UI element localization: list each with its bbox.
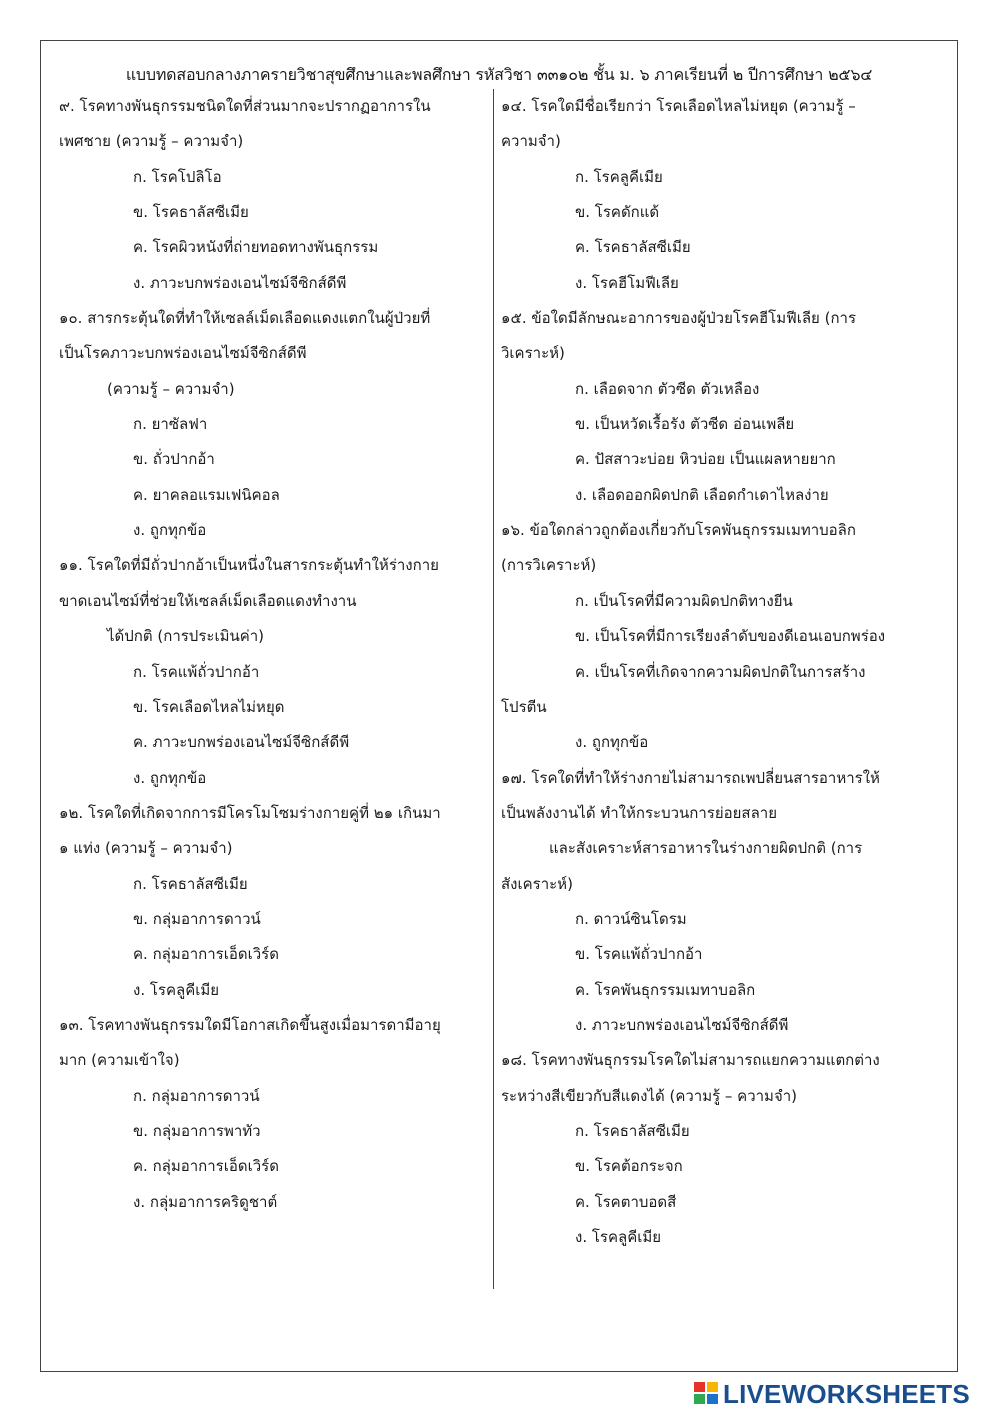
question-17-option-a[interactable]: ก. ดาวน์ซินโดรม	[575, 909, 687, 928]
question-11-text-cont: ขาดเอนไซม์ที่ช่วยให้เซลล์เม็ดเลือดแดงทำงาน	[59, 591, 357, 610]
question-13-option-c[interactable]: ค. กลุ่มอาการเอ็ดเวิร์ด	[133, 1157, 279, 1176]
question-11-option-c[interactable]: ค. ภาวะบกพร่องเอนไซม์จีซิกส์ดีพี	[133, 733, 350, 752]
left-column	[59, 89, 499, 1220]
question-17-text: ๑๗. โรคใดที่ทำให้ร่างกายไม่สามารถเพปลี่ยนสารอาหารให้	[501, 768, 880, 787]
question-11-option-d[interactable]: ง. ถูกทุกข้อ	[133, 768, 207, 787]
liveworksheets-logo-text: LIVEWORKSHEETS	[723, 1378, 970, 1409]
question-10-option-c[interactable]: ค. ยาคลอแรมเฟนิคอล	[133, 485, 280, 504]
question-9-text-cont: เพศชาย (ความรู้ – ความจำ)	[59, 132, 244, 151]
question-16-text: ๑๖. ข้อใดกล่าวถูกต้องเกี่ยวกับโรคพันธุกรรมเมทาบอลิก	[501, 521, 856, 540]
question-17-option-c[interactable]: ค. โรคพันธุกรรมเมทาบอลิก	[575, 980, 756, 999]
question-17-option-d[interactable]: ง. ภาวะบกพร่องเอนไซม์จีซิกส์ดีพี	[575, 1015, 789, 1034]
question-18-option-d[interactable]: ง. โรคลูคีเมีย	[575, 1228, 662, 1246]
question-12-option-a[interactable]: ก. โรคธาลัสซีเมีย	[133, 874, 248, 893]
question-16-option-d[interactable]: ง. ถูกทุกข้อ	[575, 733, 649, 752]
question-13-option-a[interactable]: ก. กลุ่มอาการดาวน์	[133, 1086, 260, 1105]
question-13-option-b[interactable]: ข. กลุ่มอาการพาทัว	[133, 1121, 261, 1140]
question-15-option-d[interactable]: ง. เลือดออกผิดปกติ เลือดกำเดาไหลง่าย	[575, 485, 829, 504]
question-10-text-cont: เป็นโรคภาวะบกพร่องเอนไซม์จีซิกส์ดีพี	[59, 344, 307, 363]
question-12-option-d[interactable]: ง. โรคลูคีเมีย	[133, 980, 220, 999]
question-10-text: ๑๐. สารกระตุ้นใดที่ทำให้เซลล์เม็ดเลือดแดงแตกในผู้ป่วยที่	[59, 309, 431, 328]
question-17-text-cont2: และสังเคราะห์สารอาหารในร่างกายผิดปกติ (การ	[549, 839, 863, 858]
question-12-option-c[interactable]: ค. กลุ่มอาการเอ็ดเวิร์ด	[133, 945, 279, 964]
question-12-text: ๑๒. โรคใดที่เกิดจากการมีโครโมโซมร่างกายคู่ที่ ๒๑ เกินมา	[59, 803, 441, 822]
question-11-text: ๑๑. โรคใดที่มีถั่วปากอ้าเป็นหนึ่งในสารกระตุ้นทำให้ร่างกาย	[59, 556, 439, 575]
question-15-option-a[interactable]: ก. เลือดจาก ตัวซีด ตัวเหลือง	[575, 379, 760, 398]
question-15-text-cont: วิเคราะห์)	[501, 344, 565, 363]
question-18-text-cont: ระหว่างสีเขียวกับสีแดงได้ (ความรู้ – ความจำ)	[501, 1086, 798, 1105]
question-16-option-b[interactable]: ข. เป็นโรคที่มีการเรียงลำดับของดีเอนเอบกพร่อง	[575, 627, 886, 646]
question-16-option-c-cont: โปรตีน	[501, 697, 547, 716]
question-18-option-c[interactable]: ค. โรคตาบอดสี	[575, 1192, 677, 1211]
question-10-option-d[interactable]: ง. ถูกทุกข้อ	[133, 521, 207, 540]
question-16-option-c[interactable]: ค. เป็นโรคที่เกิดจากความผิดปกติในการสร้าง	[575, 662, 866, 681]
question-9-option-b[interactable]: ข. โรคธาลัสซีเมีย	[133, 203, 249, 222]
question-12-option-b[interactable]: ข. กลุ่มอาการดาวน์	[133, 909, 261, 928]
question-10-text-cont2: (ความรู้ – ความจำ)	[107, 379, 235, 398]
question-18-option-a[interactable]: ก. โรคธาลัสซีเมีย	[575, 1121, 690, 1140]
question-10-option-b[interactable]: ข. ถั่วปากอ้า	[133, 450, 215, 469]
question-14-option-d[interactable]: ง. โรคฮีโมฟีเลีย	[575, 273, 679, 292]
right-column	[501, 89, 946, 1255]
question-9-option-c[interactable]: ค. โรคผิวหนังที่ถ่ายทอดทางพันธุกรรม	[133, 238, 379, 257]
liveworksheets-logo-icon	[694, 1382, 720, 1406]
question-9-option-d[interactable]: ง. ภาวะบกพร่องเอนไซม์จีซิกส์ดีพี	[133, 273, 347, 292]
question-11-option-b[interactable]: ข. โรคเลือดไหลไม่หยุด	[133, 697, 285, 716]
question-11-text-cont2: ได้ปกติ (การประเมินค่า)	[107, 627, 265, 646]
question-14-option-a[interactable]: ก. โรคลูคีเมีย	[575, 167, 663, 186]
question-11-option-a[interactable]: ก. โรคแพ้ถั่วปากอ้า	[133, 662, 260, 681]
question-17-option-b[interactable]: ข. โรคแพ้ถั่วปากอ้า	[575, 945, 703, 964]
question-13-text-cont: มาก (ความเข้าใจ)	[59, 1051, 180, 1070]
question-10-option-a[interactable]: ก. ยาซัลฟา	[133, 415, 208, 434]
question-14-option-c[interactable]: ค. โรคธาลัสซีเมีย	[575, 238, 691, 257]
question-13-option-d[interactable]: ง. กลุ่มอาการคริดูชาต์	[133, 1192, 278, 1211]
question-15-option-c[interactable]: ค. ปัสสาวะบ่อย หิวบ่อย เป็นแผลหายยาก	[575, 450, 836, 469]
question-16-option-a[interactable]: ก. เป็นโรคที่มีความผิดปกติทางยีน	[575, 591, 793, 610]
question-12-text-cont: ๑ แท่ง (ความรู้ – ความจำ)	[59, 839, 233, 858]
question-14-text-cont: ความจำ)	[501, 132, 561, 151]
question-15-text: ๑๕. ข้อใดมีลักษณะอาการของผู้ป่วยโรคฮีโมฟีเลีย (การ	[501, 309, 857, 328]
worksheet-frame	[40, 40, 958, 1372]
question-15-option-b[interactable]: ข. เป็นหวัดเรื้อรัง ตัวซีด อ่อนเพลีย	[575, 415, 795, 434]
question-13-text: ๑๓. โรคทางพันธุกรรมใดมีโอกาสเกิดขึ้นสูงเมื่อมารดามีอายุ	[59, 1015, 441, 1034]
page-title: แบบทดสอบกลางภาครายวิชาสุขศึกษาและพลศึกษา รหัสวิชา ๓๓๑๐๒ ชั้น ม. ๖ ภาคเรียนที่ ๒ ปีการศึกษา ๒๕๖๔	[125, 65, 873, 84]
question-16-text-cont: (การวิเคราะห์)	[501, 556, 597, 575]
question-17-text-cont3: สังเคราะห์)	[501, 874, 573, 893]
question-14-text: ๑๔. โรคใดมีชื่อเรียกว่า โรคเลือดไหลไม่หยุด (ความรู้ –	[501, 97, 856, 115]
question-9-option-a[interactable]: ก. โรคโปลิโอ	[133, 167, 222, 186]
question-17-text-cont: เป็นพลังงานได้ ทำให้กระบวนการย่อยสลาย	[501, 803, 777, 822]
question-9-text: ๙. โรคทางพันธุกรรมชนิดใดที่ส่วนมากจะปรากฏอาการใน	[59, 97, 431, 115]
liveworksheets-logo	[694, 1380, 970, 1408]
question-18-option-b[interactable]: ข. โรคต้อกระจก	[575, 1157, 683, 1176]
question-14-option-b[interactable]: ข. โรคดักแด้	[575, 203, 660, 222]
question-18-text: ๑๘. โรคทางพันธุกรรมโรคใดไม่สามารถแยกความแตกต่าง	[501, 1051, 880, 1070]
